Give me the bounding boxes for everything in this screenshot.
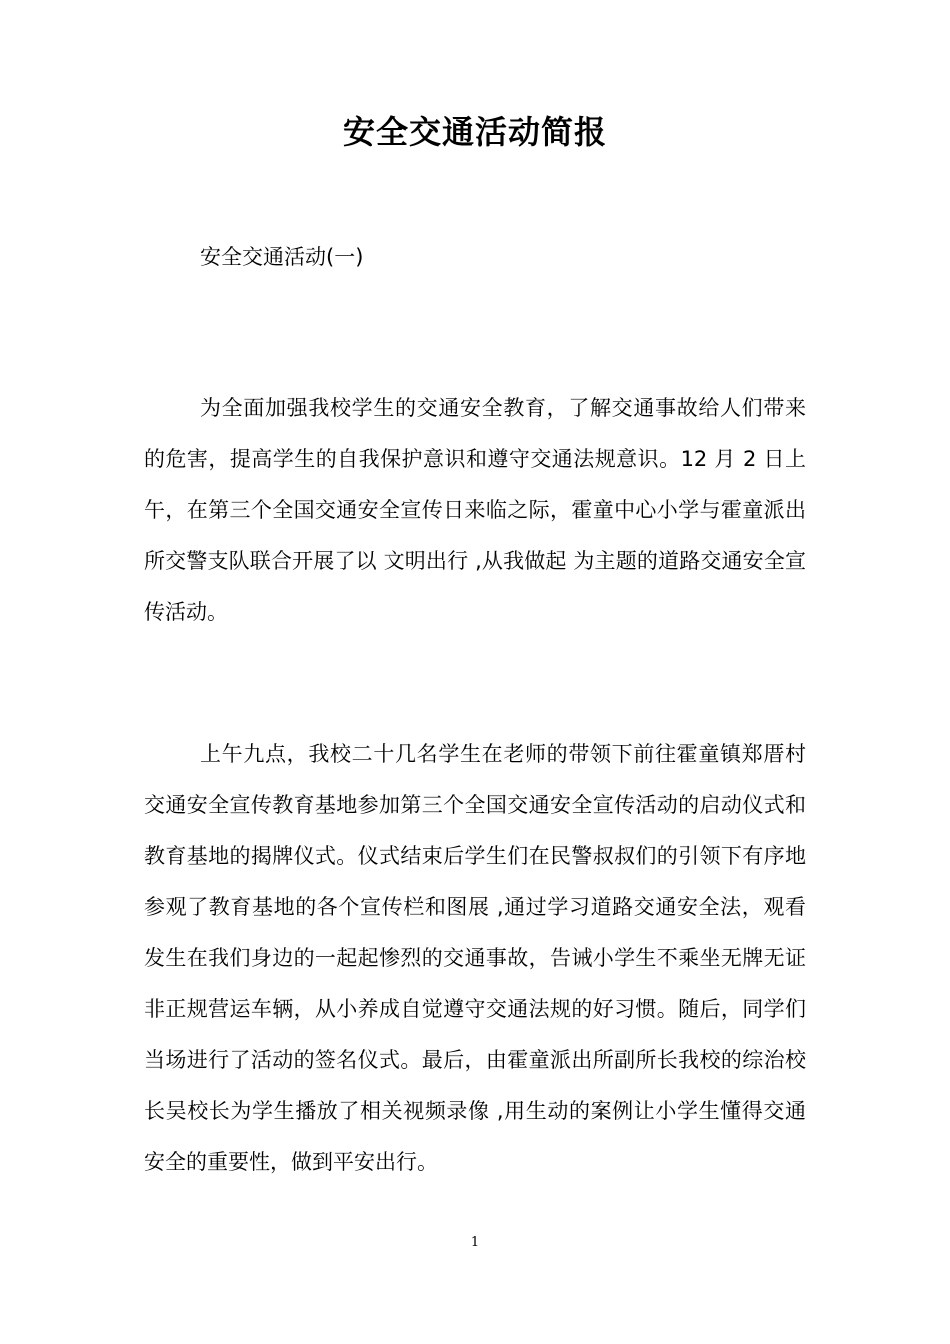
paragraph-activity: 上午九点，我校二十几名学生在老师的带领下前往霍童镇郑厝村交通安全宣传教育基地参加第三个全国交通安全宣传活动的启动仪式和教育基地的揭牌仪式。仪式结束后学生们在民警叔叔们的引领下有序地参观了教育基地的各个宣传栏和图展 ,通过学习道路交通安全法，观看发生在我们身边的一起起惨烈的交通事故，告诫小学生不乘坐无牌无证非正规营运车辆，从小养成自觉遵守交通法规的好习惯。随后，同学们当场进行了活动的签名仪式。最后，由霍童派出所副所长我校的综治校长吴校长为学生播放了相关视频录像 ,用生动的案例让小学生懂得交通安全的重要性，做到平安出行。 bbox=[144, 742, 806, 1174]
document-title: 安全交通活动简报 bbox=[342, 113, 607, 151]
paragraph-intro: 为全面加强我校学生的交通安全教育，了解交通事故给人们带来的危害，提高学生的自我保护意识和遵守交通法规意识。12 月 2 日上午，在第三个全国交通安全宣传日来临之际，霍童中心小学与霍童派出所交警支队联合开展了以 文明出行 ,从我做起 为主题的道路交通安全宣传活动。 bbox=[144, 396, 806, 624]
section-subheading: 安全交通活动(一) bbox=[200, 245, 364, 269]
page-number: 1 bbox=[470, 1235, 480, 1250]
